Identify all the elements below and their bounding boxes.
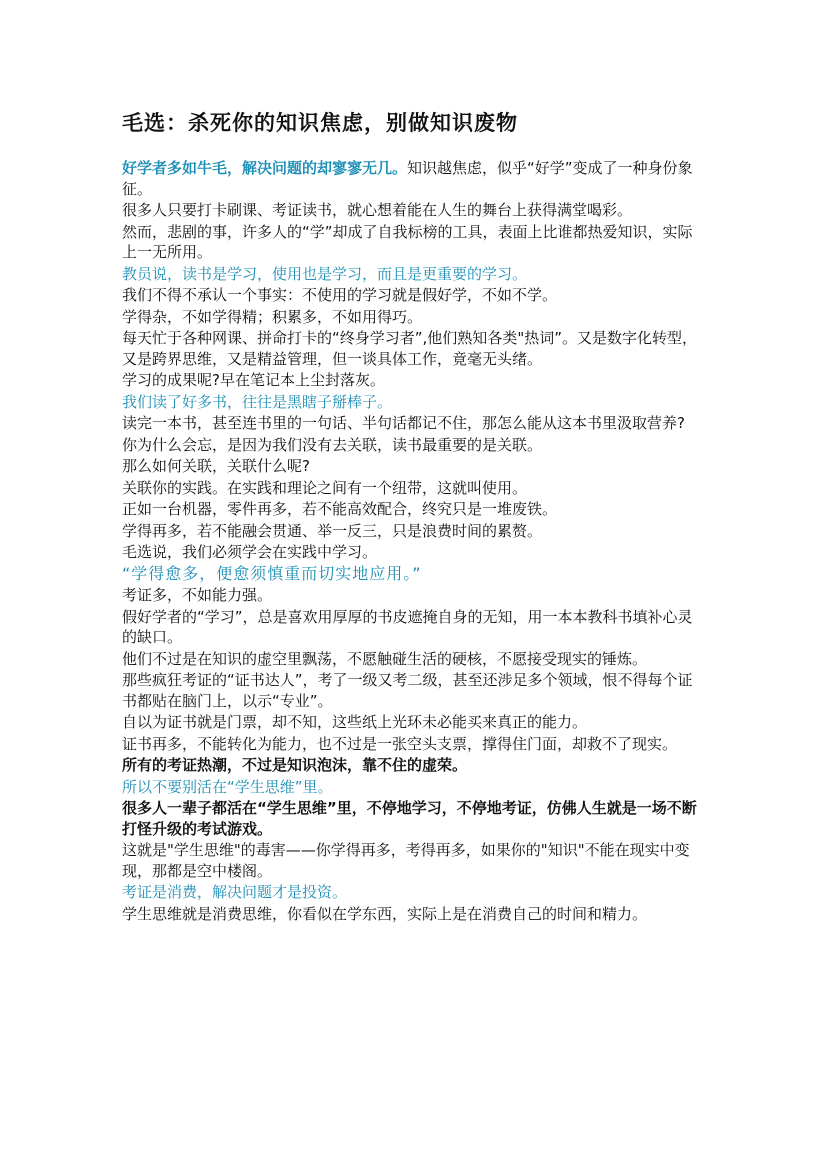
paragraph-text: 知识越焦虑，似乎“好学”变成了一种身份象征。 (122, 159, 693, 198)
paragraph: 自以为证书就是门票，却不知，这些纸上光环未必能买来真正的能力。 (122, 713, 588, 731)
paragraph: 很多人一辈子都活在“学生思维”里，不停地学习，不停地考证，仿佛人生就是一场不断打怪升级的考试游戏。 (122, 799, 697, 838)
paragraph: 所有的考证热潮，不过是知识泡沫，靠不住的虚荣。 (122, 756, 468, 774)
paragraph: 学习的成果呢?早在笔记本上尘封落灰。 (122, 371, 385, 389)
paragraph: 他们不过是在知识的虚空里飘荡，不愿触碰生活的硬核，不愿接受现实的锤炼。 (122, 649, 648, 668)
paragraph: 你为什么会忘，是因为我们没有去关联，读书最重要的是关联。 (122, 435, 543, 454)
paragraph: 每天忙于各种网课、拼命打卡的“终身学习者”,他们熟知各类"热词”。又是数字化转型，又是跨界思维，又是精益管理，但一谈具体工作，竟毫无头绪。 (122, 329, 697, 368)
page-title: 毛选：杀死你的知识焦虑，别做知识废物 (122, 111, 518, 135)
paragraph: 毛选说，我们必须学会在实践中学习。 (122, 543, 378, 561)
paragraph: 学生思维就是消费思维，你看似在学东西，实际上是在消费自己的时间和精力。 (122, 904, 648, 923)
paragraph: 我们不得不承认一个事实：不使用的学习就是假好学，不如不学。 (122, 286, 558, 304)
paragraph: 所以不要别活在“学生思维”里。 (122, 777, 333, 796)
highlighted-lead: 好学者多如牛毛，解决问题的却寥寥无几。 (122, 159, 408, 177)
paragraph: 考证多，不如能力强。 (122, 586, 273, 604)
paragraph: 我们读了好多书，往往是黑瞎子掰棒子。 (122, 392, 393, 411)
paragraph: 然而，悲剧的事，许多人的“学”却成了自我标榜的工具，表面上比谁都热爱知识，实际上一无所用。 (122, 222, 693, 261)
paragraph (122, 158, 697, 199)
paragraph: 学得杂，不如学得精；积累多，不如用得巧。 (122, 307, 423, 326)
article-body (122, 158, 697, 925)
paragraph: 很多人只要打卡刷课、考证读书，就心想着能在人生的舞台上获得满堂喝彩。 (122, 201, 633, 219)
paragraph: 那些疯狂考证的“证书达人”，考了一级又考二级，甚至还涉足多个领域，恨不得每个证书都贴在脑门上，以示“专业”。 (122, 671, 693, 710)
paragraph: 考证是消费，解决问题才是投资。 (122, 883, 348, 901)
paragraph: 证书再多，不能转化为能力，也不过是一张空头支票，撑得住门面，却救不了现实。 (122, 734, 678, 753)
paragraph: 关联你的实践。在实践和理论之间有一个纽带，这就叫使用。 (122, 478, 528, 497)
paragraph: 读完一本书，甚至连书里的一句话、半句话都记不住，那怎么能从这本书里汲取营养? (122, 414, 685, 432)
paragraph: 教员说，读书是学习，使用也是学习，而且是更重要的学习。 (122, 264, 528, 283)
paragraph: 假好学者的“学习”，总是喜欢用厚厚的书皮遮掩自身的无知，用一本本教科书填补心灵的缺口。 (122, 607, 693, 646)
paragraph: 正如一台机器，零件再多，若不能高效配合，终究只是一堆废铁。 (122, 500, 558, 518)
paragraph: 这就是"学生思维"的毒害——你学得再多，考得再多，如果你的"知识"不能在现实中变现，那都是空中楼阁。 (122, 841, 690, 880)
paragraph: 学得再多，若不能融会贯通、举一反三，只是浪费时间的累赘。 (122, 521, 543, 540)
paragraph: 那么如何关联，关联什么呢? (122, 457, 310, 475)
paragraph: “学得愈多，便愈须慎重而切实地应用。” (122, 563, 422, 583)
